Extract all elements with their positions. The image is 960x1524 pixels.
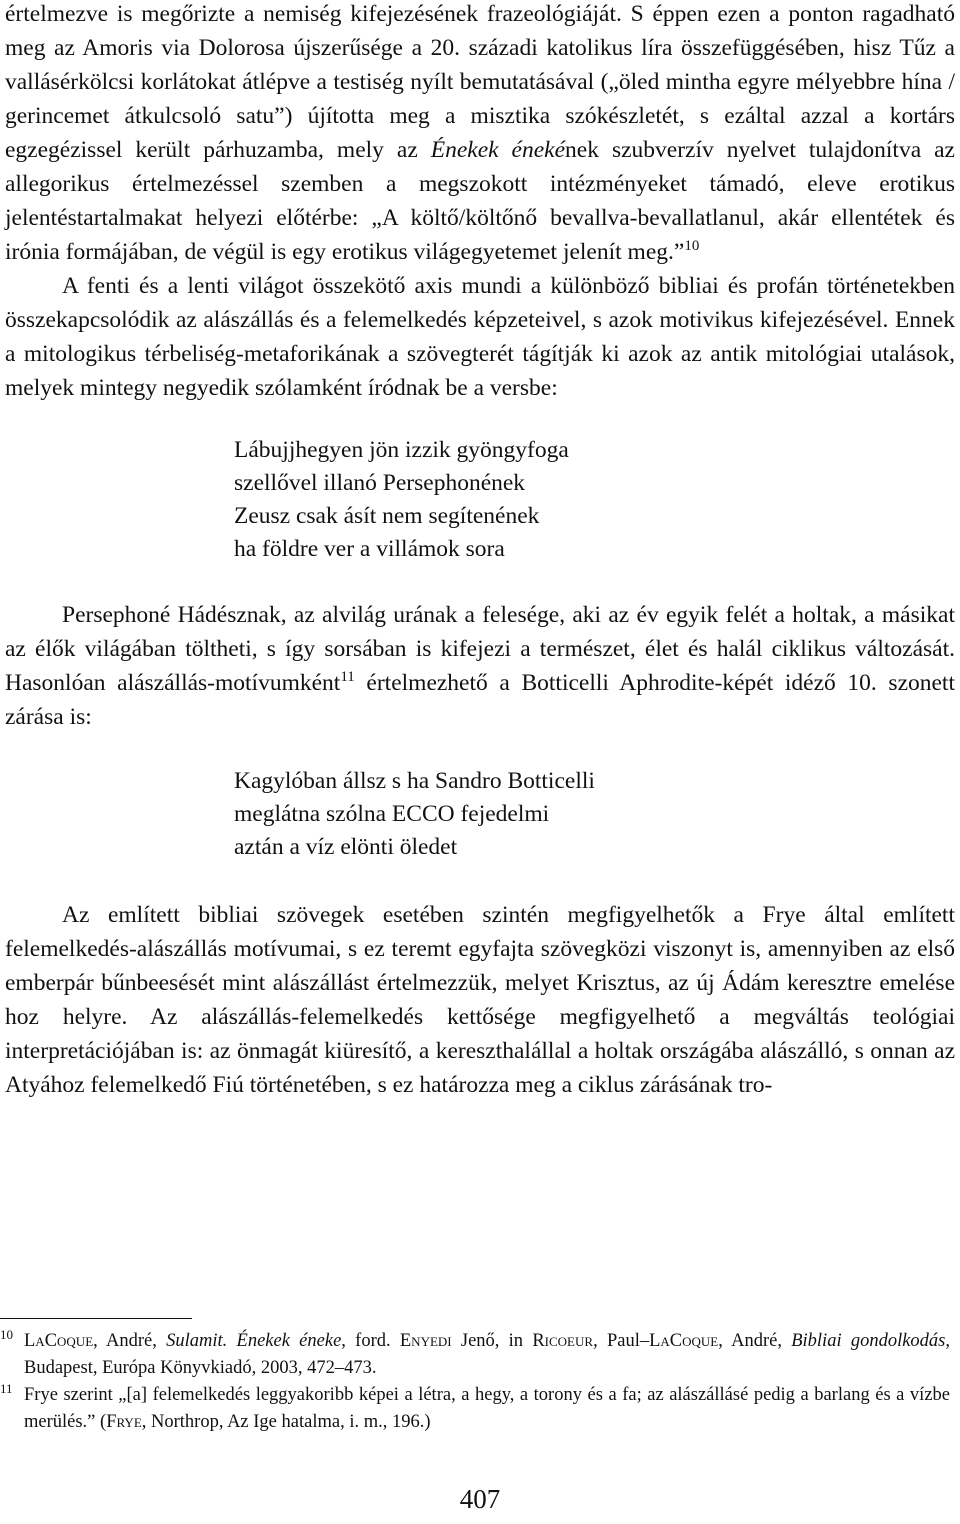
footnote-10-text-2: , ford. — [341, 1331, 400, 1351]
paragraph-1-italic-title: Énekek éneké — [430, 137, 566, 163]
page-body — [5, 0, 955, 1102]
footnote-11 — [0, 1382, 950, 1436]
footnote-10-title-1: Sulamit. Énekek éneke — [166, 1331, 342, 1351]
footnote-11-text-1: Frye szerint „[a] felemelkedés leggyakoribb képei a létra, a hegy, a torony és a fa; az alászállásé pedig a barlang és a vízbe merülés.” ( — [24, 1385, 950, 1432]
footnote-11-author: Frye — [106, 1412, 142, 1432]
poem-quote-1 — [5, 434, 955, 566]
paragraph-1-text-a: értelmezve is megőrizte a nemiség kifejezésének frazeológiáját. S éppen ezen a ponton ragadható meg az Amoris via Dolorosa újszerűsége a 20. századi katolikus líra összefüggésében, hisz Tűz a vallásérkölcsi korlátokat átlépve a testiség nyílt bemutatásával („öled mintha egyre mélyebbre hína / gerincemet átkulcsoló satu”) újította meg a misztika szókészletét, s ezáltal azzal a kortárs egzegézissel került párhuzamba, mely az — [5, 1, 955, 163]
footnote-10-author-1: LaCoque — [24, 1331, 94, 1351]
footnote-10-title-2: Bibliai gondolkodás, — [791, 1331, 951, 1351]
footnote-10-author-3: Ricoeur — [532, 1331, 594, 1351]
footnote-10 — [0, 1328, 950, 1382]
footnote-10-text-4: , Paul– — [593, 1331, 650, 1351]
paragraph-2: A fenti és a lenti világot összekötő axis mundi a különböző bibliai és profán történetekben összekapcsolódik az alászállás és a felemelkedés képzeteivel, s azok motivikus kifejezésével. Ennek a mitologikus térbeliség-metaforikának a szövegterét tágítják ki azok az antik mitológiai utalások, melyek mintegy negyedik szólamként íródnak be a versbe: — [5, 273, 955, 401]
footnote-10-text-5: , André, — [718, 1331, 792, 1351]
footnote-10-text-6: Budapest, Európa Könyvkiadó, 2003, 472–473. — [24, 1358, 377, 1378]
poem-1-line-4: ha földre ver a villámok sora — [234, 536, 505, 562]
footnote-11-number: 11 — [0, 1381, 13, 1396]
paragraph-1-text-b: nek szubverzív nyelvet tulajdonítva az allegorikus értelmezéssel szemben a megszokott intézményeket támadó, eleve erotikus jelentéstartalmakat helyezi előtérbe: „A költő/költőnő bevallva-bevallatlanul, akár ellentétek és irónia formájában, de végül is egy erotikus világegyetemet jelenít meg.” — [5, 137, 955, 265]
footnote-10-number: 10 — [0, 1327, 13, 1342]
footnote-ref-10[interactable]: 10 — [684, 238, 700, 254]
footnote-10-text-3: Jenő, in — [451, 1331, 533, 1351]
footnote-10-author-4: LaCoque — [649, 1331, 719, 1351]
poem-2-line-1: Kagylóban állsz s ha Sandro Botticelli — [234, 768, 595, 794]
footnote-11-text-2: , Northrop, Az Ige hatalma, i. m., 196.) — [141, 1412, 431, 1432]
poem-1-line-1: Lábujjhegyen jön izzik gyöngyfoga — [234, 437, 569, 463]
footnotes — [0, 1328, 950, 1436]
footnote-10-text-1: , André, — [93, 1331, 167, 1351]
footnote-ref-11[interactable]: 11 — [340, 669, 355, 685]
paragraph-4: Az említett bibliai szövegek esetében szintén megfigyelhetők a Frye által említett felemelkedés-alászállás motívumai, s ez teremt egyfajta szövegközi viszonyt is, amennyiben az első emberpár bűnbeesését mint alászállást értelmezzük, melyet Krisztus, az új Ádám keresztre emelése hoz helyre. Az alászállás-felemelkedés kettősége megfigyelhető a megváltás teológiai interpretációjában is: az önmagát kiüresítő, a kereszthalállal a holtak országába alászálló, s onnan az Atyához felemelkedő Fiú történetében, s ez határozza meg a ciklus zárásának tro- — [5, 902, 955, 1098]
paragraph-3-text-b: értelmezhető a Botticelli Aphrodite-képét idéző 10. szonett zárása is: — [5, 670, 955, 730]
paragraph-3 — [5, 598, 955, 734]
poem-2-line-2: meglátna szólna ECCO fejedelmi — [234, 801, 550, 827]
poem-quote-2 — [5, 765, 955, 864]
page-number: 407 — [459, 1484, 501, 1514]
paragraph-1 — [5, 0, 955, 269]
footnote-separator — [0, 1318, 192, 1319]
paragraph-3-text-a: Persephoné Hádésznak, az alvilág urának a felesége, aki az év egyik felét a holtak, a másikat az élők világában töltheti, s így sorsában is kifejezi a természet, élet és halál ciklikus változását. Hasonlóan alászállás-motívumként — [5, 602, 955, 696]
footnote-10-author-2: Enyedi — [399, 1331, 452, 1351]
poem-2-line-3: aztán a víz elönti öledet — [234, 834, 458, 860]
poem-1-line-3: Zeusz csak ásít nem segítenének — [234, 503, 540, 529]
poem-1-line-2: szellővel illanó Persephonének — [234, 470, 526, 496]
